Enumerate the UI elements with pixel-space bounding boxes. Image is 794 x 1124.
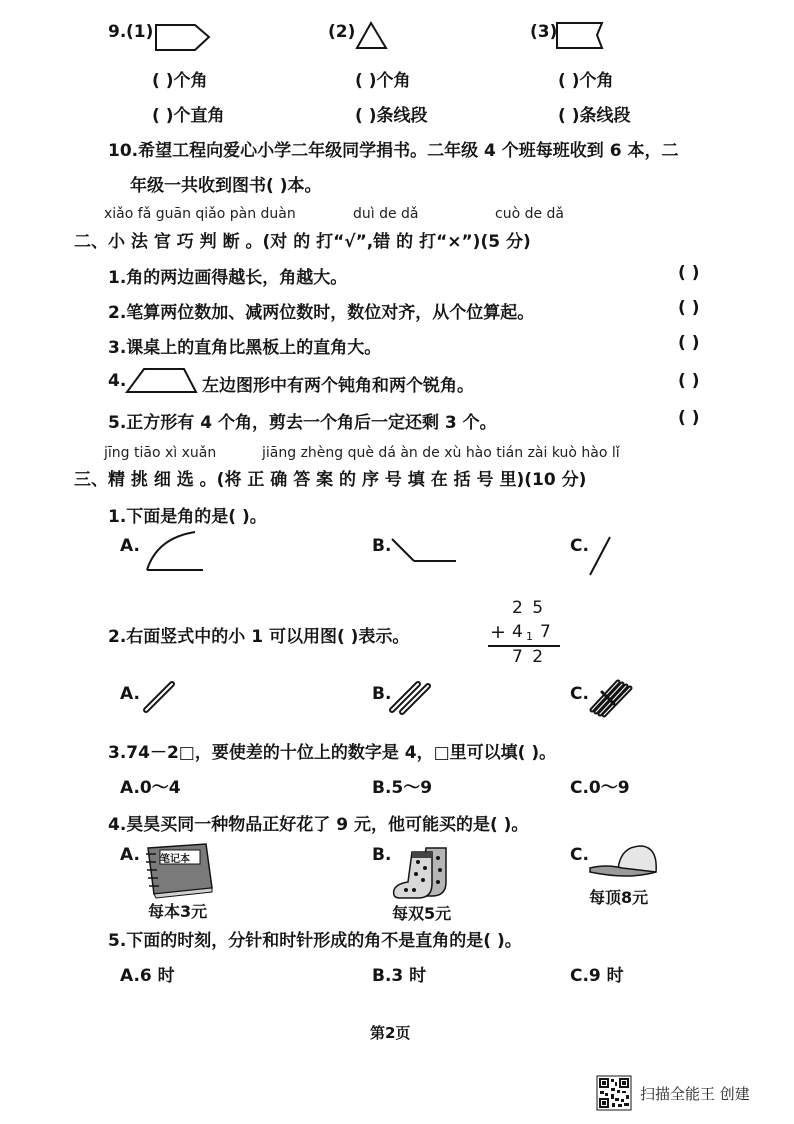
vertical-carry-digit: 1 [526, 630, 533, 643]
single-line-figure-icon [588, 535, 614, 577]
q9-item2-angles: ( )个角 [355, 71, 411, 91]
s2-item5-answer[interactable]: ( ) [678, 408, 700, 428]
section2-pinyin-right: duì de dǎ [353, 206, 419, 222]
q9-item3-segments: ( )条线段 [558, 106, 631, 126]
q10-line1: 10.希望工程向爱心小学二年级同学捐书。二年级 4 个班每班收到 6 本，二 [108, 141, 679, 161]
vertical-sum-result: 7 2 [512, 647, 546, 667]
s2-item4-answer[interactable]: ( ) [678, 371, 700, 391]
section3-pinyin-instruction: jiāng zhèng què dá àn de xù hào tián zài kuò hào lǐ [262, 445, 620, 461]
page-number: 第2页 [370, 1024, 411, 1042]
curved-line-figure-icon [145, 530, 205, 572]
s3-q2-option-b[interactable]: B. [372, 684, 392, 704]
s2-item4-number: 4. [108, 371, 127, 391]
socks-price: 每双5元 [392, 904, 452, 923]
scanner-watermark: 扫描全能王 创建 [640, 1085, 750, 1103]
trapezoid-shape-icon [126, 368, 198, 394]
s2-item2-answer[interactable]: ( ) [678, 298, 700, 318]
q9-item1-label: (1) [126, 22, 154, 42]
notebook-price: 每本3元 [148, 902, 208, 921]
vertical-plus-sign: + [490, 621, 506, 643]
s3-q2-option-c[interactable]: C. [570, 684, 589, 704]
socks-icon [392, 846, 462, 902]
cap-price: 每顶8元 [589, 888, 649, 907]
s3-q1-option-c[interactable]: C. [570, 536, 589, 556]
section3-title: 三、精 挑 细 选 。(将 正 确 答 案 的 序 号 填 在 括 号 里)(10 分) [74, 470, 587, 490]
s3-q3: 3.74－2□，要使差的十位上的数字是 4，□里可以填( )。 [108, 743, 557, 763]
s3-q5-option-c[interactable]: C.9 时 [570, 966, 624, 986]
s3-q4: 4.昊昊买同一种物品正好花了 9 元，他可能买的是( )。 [108, 815, 529, 835]
section2-title: 二、小 法 官 巧 判 断 。(对 的 打“√”,错 的 打“×”)(5 分) [74, 232, 531, 252]
section2-pinyin-title: xiǎo fǎ guān qiǎo pàn duàn [104, 206, 296, 222]
notebook-cover-label: 笔记本 [160, 854, 190, 865]
q9-item1-right-angles: ( )个直角 [152, 106, 225, 126]
q9-item1-angles: ( )个角 [152, 71, 208, 91]
s3-q3-option-b[interactable]: B.5～9 [372, 778, 433, 798]
s2-item5: 5.正方形有 4 个角，剪去一个角后一定还剩 3 个。 [108, 413, 497, 433]
q9-item3-label: (3) [530, 22, 558, 42]
s3-q4-option-c[interactable]: C. [570, 845, 589, 865]
s2-item2: 2.笔算两位数加、减两位数时，数位对齐，从个位算起。 [108, 303, 535, 323]
vertical-addend-ones: 7 [540, 622, 551, 642]
section2-pinyin-wrong: cuò de dǎ [495, 206, 565, 222]
q9-item2-segments: ( )条线段 [355, 106, 428, 126]
s2-item3: 3.课桌上的直角比黑板上的直角大。 [108, 338, 382, 358]
pentagon-shape-icon [155, 24, 210, 52]
s3-q5: 5.下面的时刻，分针和时针形成的角不是直角的是( )。 [108, 931, 522, 951]
s3-q1-option-b[interactable]: B. [372, 536, 392, 556]
s3-q2-option-a[interactable]: A. [120, 684, 140, 704]
bent-line-figure-icon [390, 537, 460, 565]
q10-line2: 年级一共收到图书( )本。 [130, 176, 322, 196]
vertical-addend-tens: 4 [512, 622, 523, 642]
s3-q1-option-a[interactable]: A. [120, 536, 140, 556]
s3-q5-option-a[interactable]: A.6 时 [120, 966, 175, 986]
q9-item2-label: (2) [328, 22, 356, 42]
s2-item3-answer[interactable]: ( ) [678, 333, 700, 353]
q9-number: 9. [108, 22, 127, 42]
s3-q4-option-b[interactable]: B. [372, 845, 392, 865]
two-sticks-icon [388, 680, 434, 716]
s3-q4-option-a[interactable]: A. [120, 845, 140, 865]
s3-q3-option-c[interactable]: C.0～9 [570, 778, 630, 798]
s3-q2: 2.右面竖式中的小 1 可以用图( )表示。 [108, 627, 410, 647]
section3-pinyin-title: jīng tiāo xì xuǎn [104, 445, 217, 461]
one-stick-icon [142, 680, 178, 714]
cap-icon [588, 842, 660, 884]
q9-item3-angles: ( )个角 [558, 71, 614, 91]
s2-item1-answer[interactable]: ( ) [678, 263, 700, 283]
notched-rectangle-shape-icon [556, 22, 606, 50]
triangle-shape-icon [356, 22, 388, 50]
s2-item1: 1.角的两边画得越长，角越大。 [108, 268, 348, 288]
s3-q5-option-b[interactable]: B.3 时 [372, 966, 427, 986]
stick-bundle-icon [588, 678, 636, 718]
s3-q1: 1.下面是角的是( )。 [108, 507, 267, 527]
s2-item4: 左边图形中有两个钝角和两个锐角。 [202, 376, 474, 396]
qr-code-icon [597, 1076, 631, 1110]
s3-q3-option-a[interactable]: A.0～4 [120, 778, 181, 798]
vertical-addend-top: 2 5 [512, 598, 546, 618]
